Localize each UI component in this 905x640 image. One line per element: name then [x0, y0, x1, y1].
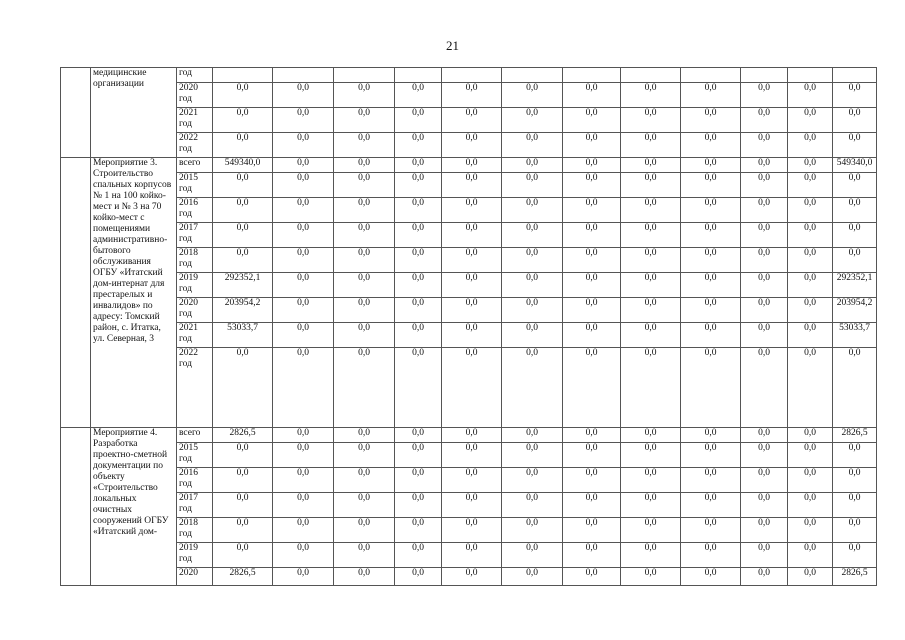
- value-cell: 0,0: [833, 493, 877, 518]
- value-cell: 0,0: [213, 443, 273, 468]
- value-cell: 0,0: [502, 223, 563, 248]
- value-cell: 0,0: [788, 348, 833, 428]
- value-cell: 0,0: [442, 518, 502, 543]
- value-cell: 0,0: [395, 83, 442, 108]
- value-cell: 0,0: [788, 248, 833, 273]
- value-cell: [213, 68, 273, 83]
- value-cell: 0,0: [273, 198, 334, 223]
- table-row: [61, 133, 877, 158]
- top-partial-label: медицинские организации: [91, 68, 177, 158]
- value-cell: 0,0: [563, 493, 621, 518]
- value-cell: 0,0: [395, 158, 442, 173]
- value-cell: 0,0: [681, 273, 741, 298]
- value-cell: 0,0: [273, 443, 334, 468]
- year-cell: 2016 год: [177, 198, 213, 223]
- value-cell: 0,0: [273, 83, 334, 108]
- value-cell: 0,0: [741, 108, 788, 133]
- value-cell: 0,0: [334, 223, 395, 248]
- table-row: [61, 173, 877, 198]
- year-cell: 2021 год: [177, 323, 213, 348]
- value-cell: 0,0: [741, 493, 788, 518]
- value-cell: 0,0: [395, 518, 442, 543]
- value-cell: 0,0: [563, 298, 621, 323]
- value-cell: 0,0: [502, 108, 563, 133]
- value-cell: 0,0: [741, 428, 788, 443]
- value-cell: 0,0: [213, 198, 273, 223]
- value-cell: 0,0: [502, 273, 563, 298]
- value-cell: 0,0: [395, 198, 442, 223]
- value-cell: 0,0: [334, 248, 395, 273]
- value-cell: 0,0: [334, 273, 395, 298]
- value-cell: 0,0: [833, 248, 877, 273]
- value-cell: 0,0: [681, 173, 741, 198]
- value-cell: 0,0: [741, 348, 788, 428]
- year-cell: 2019 год: [177, 543, 213, 568]
- value-cell: 0,0: [741, 198, 788, 223]
- value-cell: 292352,1: [213, 273, 273, 298]
- value-cell: 0,0: [395, 568, 442, 586]
- year-cell: 2020 год: [177, 83, 213, 108]
- table-row: [61, 348, 877, 428]
- value-cell: 0,0: [395, 223, 442, 248]
- table-row: [61, 493, 877, 518]
- value-cell: 0,0: [621, 158, 681, 173]
- value-cell: 0,0: [681, 323, 741, 348]
- value-cell: [788, 68, 833, 83]
- value-cell: 0,0: [442, 428, 502, 443]
- value-cell: 0,0: [563, 158, 621, 173]
- value-cell: 0,0: [621, 198, 681, 223]
- value-cell: 0,0: [502, 323, 563, 348]
- value-cell: 0,0: [788, 518, 833, 543]
- blank-cell: [61, 158, 91, 428]
- value-cell: 0,0: [833, 198, 877, 223]
- value-cell: 0,0: [502, 568, 563, 586]
- value-cell: 0,0: [681, 493, 741, 518]
- value-cell: 0,0: [788, 468, 833, 493]
- year-cell: всего: [177, 428, 213, 443]
- value-cell: 0,0: [621, 223, 681, 248]
- value-cell: 0,0: [213, 543, 273, 568]
- value-cell: 0,0: [788, 428, 833, 443]
- value-cell: 0,0: [273, 248, 334, 273]
- value-cell: [334, 68, 395, 83]
- value-cell: 0,0: [502, 158, 563, 173]
- value-cell: 0,0: [788, 158, 833, 173]
- value-cell: 0,0: [395, 443, 442, 468]
- value-cell: 0,0: [833, 83, 877, 108]
- blank-cell: [61, 428, 91, 586]
- value-cell: 0,0: [213, 468, 273, 493]
- value-cell: 0,0: [788, 568, 833, 586]
- value-cell: 0,0: [621, 493, 681, 518]
- value-cell: 0,0: [334, 108, 395, 133]
- value-cell: 0,0: [788, 273, 833, 298]
- value-cell: 0,0: [395, 468, 442, 493]
- year-cell: 2018 год: [177, 518, 213, 543]
- value-cell: 0,0: [563, 468, 621, 493]
- value-cell: [741, 68, 788, 83]
- value-cell: 0,0: [213, 518, 273, 543]
- value-cell: 0,0: [621, 298, 681, 323]
- value-cell: 0,0: [833, 443, 877, 468]
- value-cell: 0,0: [395, 273, 442, 298]
- value-cell: 0,0: [273, 518, 334, 543]
- value-cell: 0,0: [788, 223, 833, 248]
- value-cell: 0,0: [681, 158, 741, 173]
- value-cell: 203954,2: [213, 298, 273, 323]
- value-cell: 0,0: [563, 323, 621, 348]
- page-number: 21: [446, 38, 459, 53]
- value-cell: 0,0: [741, 173, 788, 198]
- value-cell: 0,0: [563, 348, 621, 428]
- value-cell: 0,0: [741, 443, 788, 468]
- value-cell: 0,0: [563, 543, 621, 568]
- value-cell: 0,0: [213, 223, 273, 248]
- value-cell: 0,0: [681, 108, 741, 133]
- value-cell: 0,0: [563, 108, 621, 133]
- table-row: [61, 323, 877, 348]
- value-cell: 0,0: [741, 83, 788, 108]
- year-cell: 2015 год: [177, 173, 213, 198]
- value-cell: 292352,1: [833, 273, 877, 298]
- value-cell: 0,0: [273, 158, 334, 173]
- value-cell: 0,0: [213, 173, 273, 198]
- value-cell: 0,0: [788, 133, 833, 158]
- value-cell: 0,0: [741, 323, 788, 348]
- value-cell: 0,0: [502, 173, 563, 198]
- value-cell: 0,0: [442, 108, 502, 133]
- value-cell: 0,0: [741, 468, 788, 493]
- value-cell: 0,0: [788, 543, 833, 568]
- value-cell: 0,0: [621, 323, 681, 348]
- value-cell: 0,0: [788, 323, 833, 348]
- value-cell: 0,0: [563, 568, 621, 586]
- value-cell: 0,0: [741, 568, 788, 586]
- value-cell: 0,0: [621, 83, 681, 108]
- value-cell: 0,0: [502, 518, 563, 543]
- value-cell: 0,0: [334, 443, 395, 468]
- table-row: [61, 273, 877, 298]
- table-row: [61, 198, 877, 223]
- value-cell: 0,0: [621, 248, 681, 273]
- value-cell: 0,0: [681, 223, 741, 248]
- value-cell: 0,0: [273, 298, 334, 323]
- year-cell: 2020: [177, 568, 213, 586]
- value-cell: 0,0: [334, 173, 395, 198]
- value-cell: 0,0: [741, 273, 788, 298]
- value-cell: 0,0: [788, 83, 833, 108]
- value-cell: 0,0: [273, 223, 334, 248]
- value-cell: 0,0: [833, 348, 877, 428]
- value-cell: 0,0: [334, 323, 395, 348]
- value-cell: 0,0: [502, 198, 563, 223]
- value-cell: 0,0: [442, 248, 502, 273]
- value-cell: 0,0: [681, 83, 741, 108]
- value-cell: 0,0: [621, 443, 681, 468]
- year-cell: год: [177, 68, 213, 83]
- value-cell: 0,0: [741, 248, 788, 273]
- year-cell: всего: [177, 158, 213, 173]
- value-cell: 0,0: [273, 133, 334, 158]
- year-cell: 2019 год: [177, 273, 213, 298]
- value-cell: 0,0: [395, 543, 442, 568]
- value-cell: 2826,5: [833, 428, 877, 443]
- value-cell: 0,0: [442, 173, 502, 198]
- value-cell: 0,0: [213, 248, 273, 273]
- value-cell: 0,0: [563, 133, 621, 158]
- value-cell: 0,0: [563, 518, 621, 543]
- value-cell: 0,0: [833, 173, 877, 198]
- table-row: [61, 108, 877, 133]
- value-cell: 0,0: [442, 493, 502, 518]
- event4-label: Мероприятие 4. Разработка проектно-сметной документации по объекту «Строительство локальных очистных сооружений ОГБУ «Итатский дом-: [91, 428, 177, 586]
- value-cell: 0,0: [741, 158, 788, 173]
- value-cell: 0,0: [563, 173, 621, 198]
- value-cell: 0,0: [213, 108, 273, 133]
- value-cell: 0,0: [273, 428, 334, 443]
- value-cell: 0,0: [681, 348, 741, 428]
- value-cell: 0,0: [563, 273, 621, 298]
- value-cell: 0,0: [395, 428, 442, 443]
- value-cell: 0,0: [395, 108, 442, 133]
- table-row: [61, 248, 877, 273]
- value-cell: 0,0: [395, 348, 442, 428]
- value-cell: 0,0: [563, 223, 621, 248]
- value-cell: 0,0: [395, 173, 442, 198]
- value-cell: 0,0: [273, 468, 334, 493]
- value-cell: 0,0: [502, 248, 563, 273]
- value-cell: 0,0: [502, 83, 563, 108]
- value-cell: 0,0: [442, 323, 502, 348]
- value-cell: 0,0: [563, 248, 621, 273]
- value-cell: 0,0: [502, 443, 563, 468]
- value-cell: 0,0: [334, 198, 395, 223]
- value-cell: 0,0: [442, 133, 502, 158]
- value-cell: 0,0: [621, 518, 681, 543]
- value-cell: 0,0: [681, 543, 741, 568]
- year-cell: 2018 год: [177, 248, 213, 273]
- value-cell: 0,0: [442, 83, 502, 108]
- value-cell: 0,0: [741, 223, 788, 248]
- table-row: [61, 518, 877, 543]
- table-row: [61, 543, 877, 568]
- value-cell: 0,0: [395, 298, 442, 323]
- value-cell: 0,0: [833, 223, 877, 248]
- value-cell: 0,0: [741, 543, 788, 568]
- value-cell: 0,0: [442, 568, 502, 586]
- table-row: [61, 568, 877, 586]
- value-cell: [273, 68, 334, 83]
- table-body: [61, 68, 877, 586]
- value-cell: 0,0: [334, 158, 395, 173]
- value-cell: 0,0: [213, 493, 273, 518]
- value-cell: 0,0: [788, 443, 833, 468]
- value-cell: 0,0: [273, 568, 334, 586]
- value-cell: 0,0: [621, 543, 681, 568]
- value-cell: 0,0: [273, 273, 334, 298]
- table-row: [61, 83, 877, 108]
- value-cell: [833, 68, 877, 83]
- value-cell: 0,0: [681, 198, 741, 223]
- value-cell: 0,0: [741, 133, 788, 158]
- value-cell: 0,0: [502, 428, 563, 443]
- value-cell: 0,0: [833, 468, 877, 493]
- year-cell: 2022 год: [177, 133, 213, 158]
- value-cell: [681, 68, 741, 83]
- value-cell: 0,0: [563, 428, 621, 443]
- value-cell: 0,0: [833, 518, 877, 543]
- year-cell: 2017 год: [177, 493, 213, 518]
- value-cell: 0,0: [442, 543, 502, 568]
- value-cell: 0,0: [741, 298, 788, 323]
- value-cell: [395, 68, 442, 83]
- value-cell: 0,0: [442, 443, 502, 468]
- value-cell: 0,0: [442, 273, 502, 298]
- value-cell: 0,0: [833, 543, 877, 568]
- value-cell: 2826,5: [213, 568, 273, 586]
- value-cell: 0,0: [788, 493, 833, 518]
- value-cell: 0,0: [621, 428, 681, 443]
- value-cell: 549340,0: [833, 158, 877, 173]
- table-row: [61, 68, 877, 83]
- value-cell: [621, 68, 681, 83]
- value-cell: 0,0: [442, 223, 502, 248]
- value-cell: 0,0: [833, 133, 877, 158]
- value-cell: [502, 68, 563, 83]
- value-cell: 0,0: [788, 298, 833, 323]
- table-row: [61, 223, 877, 248]
- value-cell: [442, 68, 502, 83]
- value-cell: 0,0: [273, 348, 334, 428]
- value-cell: 0,0: [213, 348, 273, 428]
- value-cell: 0,0: [213, 83, 273, 108]
- value-cell: 0,0: [395, 133, 442, 158]
- value-cell: 0,0: [334, 348, 395, 428]
- value-cell: 0,0: [563, 83, 621, 108]
- value-cell: 0,0: [621, 568, 681, 586]
- value-cell: 0,0: [621, 108, 681, 133]
- value-cell: 0,0: [788, 108, 833, 133]
- year-cell: 2016 год: [177, 468, 213, 493]
- value-cell: 0,0: [502, 543, 563, 568]
- value-cell: 0,0: [213, 133, 273, 158]
- value-cell: 0,0: [681, 133, 741, 158]
- value-cell: 0,0: [681, 568, 741, 586]
- value-cell: 0,0: [502, 468, 563, 493]
- event3-label: Мероприятие 3. Строительство спальных корпусов № 1 на 100 койко-мест и № 3 на 70 койко-мест с помещениями административно-бытового обслуживания ОГБУ «Итатский дом-интернат для престарелых и инвалидов» по адресу: Томский район, с. Итатка, ул. Северная, 3: [91, 158, 177, 428]
- value-cell: 0,0: [442, 298, 502, 323]
- value-cell: 0,0: [273, 543, 334, 568]
- value-cell: 53033,7: [213, 323, 273, 348]
- value-cell: 0,0: [395, 248, 442, 273]
- value-cell: 0,0: [681, 443, 741, 468]
- value-cell: 0,0: [395, 493, 442, 518]
- value-cell: 0,0: [442, 348, 502, 428]
- value-cell: 0,0: [442, 468, 502, 493]
- value-cell: 0,0: [681, 468, 741, 493]
- value-cell: 0,0: [273, 108, 334, 133]
- value-cell: 0,0: [563, 198, 621, 223]
- value-cell: 0,0: [681, 518, 741, 543]
- value-cell: 0,0: [334, 428, 395, 443]
- budget-table: [60, 67, 877, 586]
- value-cell: 0,0: [621, 348, 681, 428]
- value-cell: 0,0: [502, 133, 563, 158]
- value-cell: 549340,0: [213, 158, 273, 173]
- value-cell: 0,0: [334, 518, 395, 543]
- value-cell: 0,0: [334, 568, 395, 586]
- table-row: [61, 298, 877, 323]
- value-cell: 0,0: [563, 443, 621, 468]
- value-cell: 0,0: [621, 273, 681, 298]
- value-cell: 0,0: [741, 518, 788, 543]
- value-cell: 0,0: [334, 133, 395, 158]
- value-cell: 0,0: [502, 348, 563, 428]
- value-cell: 0,0: [334, 543, 395, 568]
- value-cell: 0,0: [502, 298, 563, 323]
- value-cell: 0,0: [334, 83, 395, 108]
- year-cell: 2015 год: [177, 443, 213, 468]
- value-cell: 0,0: [833, 108, 877, 133]
- year-cell: 2017 год: [177, 223, 213, 248]
- value-cell: 2826,5: [833, 568, 877, 586]
- value-cell: 0,0: [681, 298, 741, 323]
- value-cell: 0,0: [788, 198, 833, 223]
- value-cell: 0,0: [334, 468, 395, 493]
- value-cell: 2826,5: [213, 428, 273, 443]
- value-cell: [563, 68, 621, 83]
- year-cell: 2021 год: [177, 108, 213, 133]
- table-row: [61, 468, 877, 493]
- value-cell: 0,0: [681, 248, 741, 273]
- value-cell: 0,0: [334, 493, 395, 518]
- value-cell: 53033,7: [833, 323, 877, 348]
- value-cell: 0,0: [621, 173, 681, 198]
- value-cell: 0,0: [273, 493, 334, 518]
- value-cell: 0,0: [395, 323, 442, 348]
- year-cell: 2020 год: [177, 298, 213, 323]
- value-cell: 0,0: [273, 173, 334, 198]
- value-cell: 0,0: [502, 493, 563, 518]
- year-cell: 2022 год: [177, 348, 213, 428]
- value-cell: 0,0: [442, 158, 502, 173]
- value-cell: 0,0: [334, 298, 395, 323]
- value-cell: 0,0: [621, 468, 681, 493]
- value-cell: 0,0: [273, 323, 334, 348]
- value-cell: 203954,2: [833, 298, 877, 323]
- table-row: [61, 443, 877, 468]
- table-row: [61, 158, 877, 173]
- table-row: [61, 428, 877, 443]
- value-cell: 0,0: [442, 198, 502, 223]
- value-cell: 0,0: [788, 173, 833, 198]
- value-cell: 0,0: [681, 428, 741, 443]
- blank-cell: [61, 68, 91, 158]
- value-cell: 0,0: [621, 133, 681, 158]
